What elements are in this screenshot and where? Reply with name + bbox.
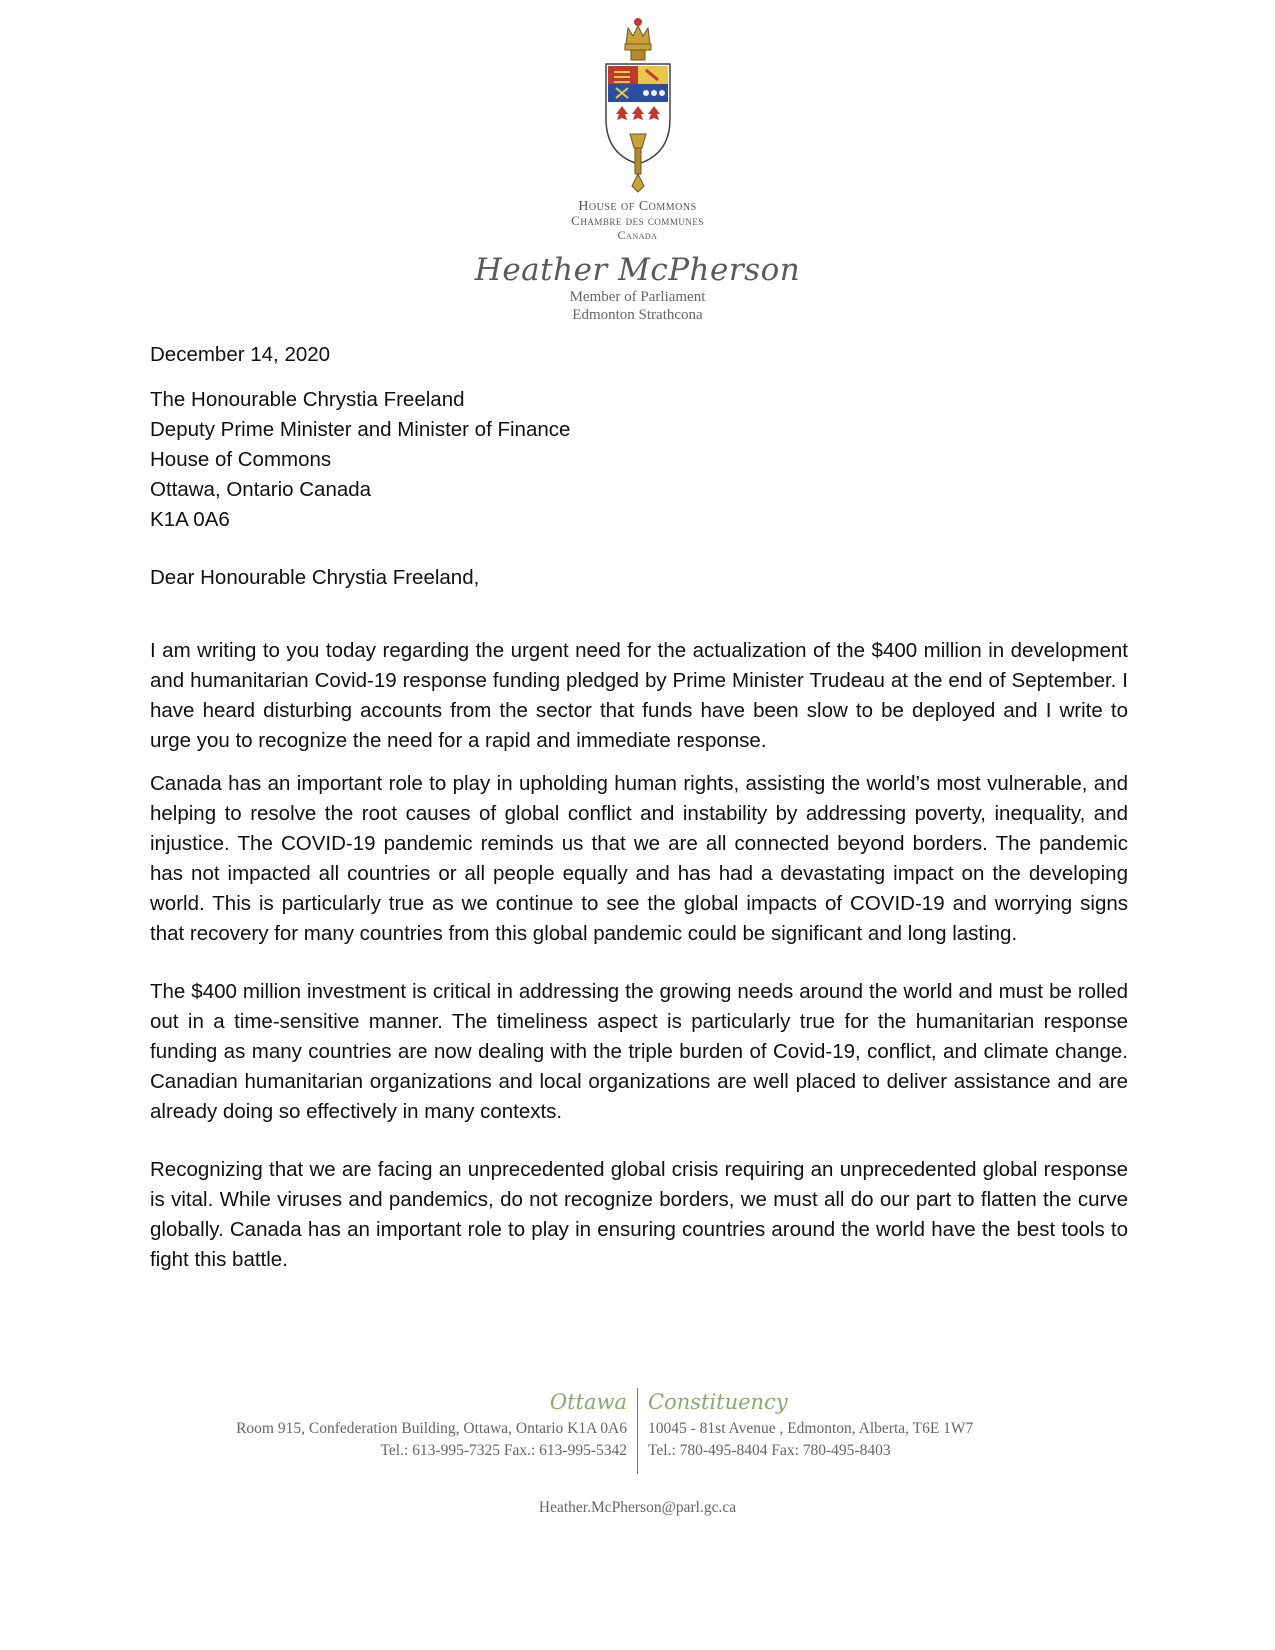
recipient-line: House of Commons <box>150 448 332 471</box>
recipient-line: Ottawa, Ontario Canada <box>150 478 372 501</box>
ottawa-office <box>236 1388 627 1462</box>
salutation: Dear Honourable Chrystia Freeland, <box>150 566 480 589</box>
house-of-commons-heading <box>0 200 1275 242</box>
letter-footer <box>0 1388 1275 1516</box>
paragraph: Canada has an important role to play in upholding human rights, assisting the world’s most vulnerable, and helping to resolve the root causes of global conflict and instability by addressing poverty, inequality, and injustice. The COVID-19 pandemic reminds us that we are all connected beyond borders. The pandemic has not impacted all countries or all people equally and has had a devastating impact on the developing world. This is particularly true as we continue to see the global impacts of COVID-19 and worrying signs that recovery for many countries from this global pandemic could be significant and long lasting. <box>150 772 1128 945</box>
ottawa-label: Ottawa <box>549 1390 627 1414</box>
paragraph: The $400 million investment is critical in addressing the growing needs around the world and must be rolled out in a time-sensitive manner. The timeliness aspect is particularly true for the humanitarian response funding as many countries are now dealing with the triple burden of Covid-19, conflict, and climate change. Canadian humanitarian organizations and local organizations are well placed to deliver assistance and are already doing so effectively in many contexts. <box>150 980 1128 1123</box>
ottawa-address: Room 915, Confederation Building, Ottawa, Ontario K1A 0A6 <box>236 1420 627 1437</box>
ottawa-phone: Tel.: 613-995-7325 Fax.: 613-995-5342 <box>380 1442 627 1459</box>
house-english: House of Commons <box>578 199 697 214</box>
constituency-address: 10045 - 81st Avenue , Edmonton, Alberta, T6E 1W7 <box>648 1420 974 1437</box>
mp-riding: Edmonton Strathcona <box>572 307 703 323</box>
country: Canada <box>617 228 658 242</box>
paragraph: I am writing to you today regarding the urgent need for the actualization of the $400 million in development and humanitarian Covid-19 response funding pledged by Prime Minister Trudeau at the end of September. I have heard disturbing accounts from the sector that funds have been slow to be deployed and I write to urge you to recognize the need for a rapid and immediate response. <box>150 639 1128 752</box>
mp-name: Heather McPherson <box>474 252 801 288</box>
footer-divider <box>637 1388 638 1474</box>
letterhead <box>0 14 1275 324</box>
recipient-line: Deputy Prime Minister and Minister of Finance <box>150 418 571 441</box>
letter-date: December 14, 2020 <box>150 343 331 366</box>
paragraph: Recognizing that we are facing an unprecedented global crisis requiring an unprecedented global response is vital. While viruses and pandemics, do not recognize borders, we must all do our part to flatten the curve globally. Canada has an important role to play in ensuring countries around the world have the best tools to fight this battle. <box>150 1158 1128 1271</box>
letter-body <box>150 340 1128 1275</box>
recipient-address <box>150 385 1128 535</box>
recipient-line: K1A 0A6 <box>150 508 230 531</box>
mp-title: Member of Parliament <box>569 289 706 305</box>
constituency-label: Constituency <box>648 1390 788 1414</box>
recipient-line: The Honourable Chrystia Freeland <box>150 388 465 411</box>
constituency-phone: Tel.: 780-495-8404 Fax: 780-495-8403 <box>648 1442 891 1459</box>
constituency-office <box>648 1388 973 1462</box>
email-address: Heather.McPherson@parl.gc.ca <box>538 1499 737 1516</box>
house-french: Chambre des communes <box>571 213 704 228</box>
house-of-commons-crest-icon <box>600 14 676 194</box>
